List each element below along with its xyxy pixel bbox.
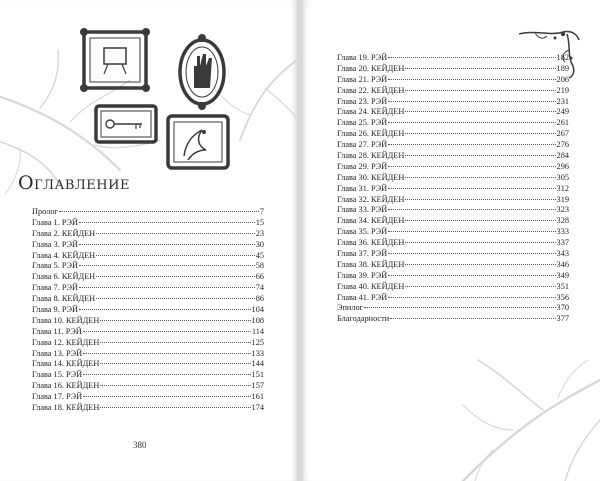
toc-entry-label: Глава 15. РЭЙ [32, 370, 83, 380]
toc-entry-page: 328 [556, 216, 569, 226]
toc-entry [32, 218, 264, 229]
toc-entry-label: Глава 6. КЕЙДЕН [32, 272, 96, 282]
toc-entry [337, 64, 569, 75]
toc-dot-leader [364, 307, 555, 308]
toc-entry-label: Глава 25. РЭЙ [337, 118, 388, 128]
toc-entry-label: Глава 1. РЭЙ [32, 217, 78, 227]
toc-entry-page: 58 [255, 261, 264, 271]
toc-entry-page: 323 [556, 205, 569, 215]
toc-entry-page: 219 [556, 85, 569, 95]
toc-entry-label: Глава 24. КЕЙДЕН [337, 107, 405, 117]
toc-entry-page: 15 [255, 217, 264, 227]
toc-entry [32, 392, 264, 403]
toc-dot-leader [405, 68, 555, 69]
toc-entry-label: Глава 23. РЭЙ [337, 96, 388, 106]
toc-entry-page: 157 [251, 381, 264, 391]
toc-entry-label: Эпилог [337, 303, 364, 313]
toc-entry-label: Глава 26. КЕЙДЕН [337, 129, 405, 139]
toc-dot-leader [405, 177, 555, 178]
decorative-frames [76, 26, 246, 171]
toc-entry [32, 349, 264, 360]
toc-dot-leader [96, 233, 255, 234]
toc-entry [337, 216, 569, 227]
toc-entry [32, 207, 264, 218]
toc-entry [337, 260, 569, 271]
toc-entry [32, 251, 264, 262]
toc-dot-leader [388, 101, 555, 102]
toc-entry-page: 356 [556, 292, 569, 302]
toc-entry-page: 349 [556, 270, 569, 280]
toc-dot-leader [390, 318, 555, 319]
toc-dot-leader [83, 396, 250, 397]
toc-entry-label: Глава 38. КЕЙДЕН [337, 259, 405, 269]
toc-entry-page: 108 [251, 315, 264, 325]
toc-dot-leader [100, 407, 250, 408]
toc-entry-label: Глава 41. РЭЙ [337, 292, 388, 302]
toc-entry [32, 403, 264, 414]
toc-entry-page: 125 [251, 337, 264, 347]
toc-entry-page: 351 [556, 281, 569, 291]
toc-dot-leader [388, 275, 555, 276]
toc-entry-label: Глава 2. КЕЙДЕН [32, 228, 96, 238]
toc-dot-leader [405, 111, 555, 112]
toc-dot-leader [405, 264, 555, 265]
toc-entry-label: Глава 8. КЕЙДЕН [32, 294, 96, 304]
toc-dot-leader [79, 309, 251, 310]
toc-dot-leader [405, 133, 555, 134]
toc-dot-leader [388, 122, 555, 123]
toc-entry [337, 271, 569, 282]
toc-entry-label: Глава 4. КЕЙДЕН [32, 250, 96, 260]
toc-entry-label: Глава 37. РЭЙ [337, 249, 388, 259]
toc-entry [32, 229, 264, 240]
toc-entry-page: 346 [556, 259, 569, 269]
toc-dot-leader [100, 385, 250, 386]
toc-dot-leader [388, 253, 555, 254]
toc-entry-page: 377 [556, 314, 569, 324]
toc-entry [337, 249, 569, 260]
toc-heading: Оглавление [18, 172, 130, 194]
toc-entry-label: Глава 3. РЭЙ [32, 239, 78, 249]
toc-list-left [32, 207, 264, 414]
left-page [0, 0, 297, 481]
toc-entry-label: Глава 5. РЭЙ [32, 261, 78, 271]
toc-entry-label: Глава 27. РЭЙ [337, 140, 388, 150]
toc-list-right [337, 53, 569, 325]
toc-dot-leader [388, 209, 555, 210]
toc-dot-leader [405, 155, 555, 156]
toc-dot-leader [83, 331, 251, 332]
toc-dot-leader [79, 222, 255, 223]
toc-dot-leader [59, 211, 259, 212]
toc-dot-leader [405, 286, 555, 287]
toc-entry-page: 231 [556, 96, 569, 106]
toc-dot-leader [388, 57, 555, 58]
toc-entry-label: Глава 30. КЕЙДЕН [337, 172, 405, 182]
toc-entry [337, 118, 569, 129]
toc-entry [337, 314, 569, 325]
toc-dot-leader [405, 199, 555, 200]
toc-entry-page: 45 [255, 250, 264, 260]
toc-entry-page: 182 [556, 53, 569, 62]
toc-entry-page: 174 [251, 403, 264, 413]
toc-entry-page: 267 [556, 129, 569, 139]
toc-entry [337, 238, 569, 249]
toc-entry [32, 316, 264, 327]
toc-entry-page: 144 [251, 359, 264, 369]
toc-entry [337, 140, 569, 151]
toc-entry [337, 303, 569, 314]
toc-entry-page: 151 [251, 370, 264, 380]
toc-entry [32, 359, 264, 370]
toc-entry [337, 75, 569, 86]
toc-dot-leader [388, 188, 555, 189]
toc-dot-leader [388, 79, 555, 80]
toc-entry-page: 66 [255, 272, 264, 282]
toc-dot-leader [96, 255, 255, 256]
toc-entry [337, 107, 569, 118]
toc-entry [337, 129, 569, 140]
toc-entry-page: 133 [251, 348, 264, 358]
toc-entry-label: Глава 34. КЕЙДЕН [337, 216, 405, 226]
toc-entry [32, 381, 264, 392]
toc-entry-page: 333 [556, 227, 569, 237]
toc-dot-leader [388, 144, 555, 145]
toc-dot-leader [405, 242, 555, 243]
toc-entry-page: 296 [556, 161, 569, 171]
toc-entry-label: Глава 19. РЭЙ [337, 53, 388, 62]
toc-entry-page: 161 [251, 392, 264, 402]
bird-figure-frame-icon [168, 116, 228, 168]
toc-dot-leader [405, 220, 555, 221]
toc-dot-leader [79, 265, 255, 266]
toc-entry-label: Глава 33. РЭЙ [337, 205, 388, 215]
toc-entry-page: 74 [255, 283, 264, 293]
toc-entry-label: Пролог [32, 207, 58, 216]
toc-dot-leader [83, 374, 250, 375]
toc-entry-page: 114 [251, 326, 264, 336]
toc-entry-page: 104 [251, 305, 264, 315]
toc-dot-leader [79, 287, 255, 288]
toc-entry-page: 23 [255, 228, 264, 238]
toc-entry-label: Глава 14. КЕЙДЕН [32, 359, 100, 369]
toc-entry [337, 184, 569, 195]
toc-entry-label: Глава 9. РЭЙ [32, 305, 78, 315]
toc-entry-page: 370 [556, 303, 569, 313]
key-frame-icon [96, 106, 156, 142]
toc-entry-label: Глава 10. КЕЙДЕН [32, 315, 100, 325]
page-number: 380 [133, 440, 147, 450]
right-page [303, 0, 600, 481]
toc-dot-leader [100, 320, 250, 321]
toc-entry-page: 284 [556, 151, 569, 161]
toc-entry [337, 151, 569, 162]
toc-entry-page: 305 [556, 172, 569, 182]
toc-entry-page: 86 [255, 294, 264, 304]
toc-entry [32, 240, 264, 251]
toc-entry-label: Глава 11. РЭЙ [32, 326, 82, 336]
toc-entry [337, 53, 569, 64]
toc-entry [337, 195, 569, 206]
toc-dot-leader [405, 90, 555, 91]
toc-entry [337, 227, 569, 238]
toc-entry-label: Глава 31. РЭЙ [337, 183, 388, 193]
toc-entry [337, 173, 569, 184]
toc-entry-label: Глава 29. РЭЙ [337, 161, 388, 171]
toc-entry-label: Глава 17. РЭЙ [32, 392, 83, 402]
toc-entry-page: 312 [556, 183, 569, 193]
toc-entry-page: 276 [556, 140, 569, 150]
toc-entry-label: Глава 39. РЭЙ [337, 270, 388, 280]
toc-entry [32, 272, 264, 283]
toc-entry [32, 338, 264, 349]
toc-entry [337, 162, 569, 173]
toc-dot-leader [96, 276, 255, 277]
toc-dot-leader [100, 342, 250, 343]
picture-frame-easel-icon [80, 28, 150, 92]
toc-entry [337, 205, 569, 216]
toc-entry-page: 337 [556, 238, 569, 248]
toc-entry-label: Глава 18. КЕЙДЕН [32, 403, 100, 413]
toc-entry-label: Глава 36. КЕЙДЕН [337, 238, 405, 248]
toc-entry-label: Глава 21. РЭЙ [337, 74, 388, 84]
toc-entry-label: Глава 40. КЕЙДЕН [337, 281, 405, 291]
toc-dot-leader [388, 297, 555, 298]
toc-entry-page: 30 [255, 239, 264, 249]
toc-entry-label: Глава 7. РЭЙ [32, 283, 78, 293]
toc-entry-label: Глава 12. КЕЙДЕН [32, 337, 100, 347]
toc-dot-leader [100, 363, 250, 364]
toc-dot-leader [83, 353, 250, 354]
toc-entry [32, 327, 264, 338]
toc-entry [32, 294, 264, 305]
toc-entry-page: 343 [556, 249, 569, 259]
toc-entry-page: 7 [259, 207, 264, 216]
toc-entry-label: Глава 22. КЕЙДЕН [337, 85, 405, 95]
toc-entry [337, 97, 569, 108]
toc-entry [32, 283, 264, 294]
toc-entry-page: 206 [556, 74, 569, 84]
toc-dot-leader [388, 166, 555, 167]
toc-entry-label: Глава 35. РЭЙ [337, 227, 388, 237]
toc-entry [32, 305, 264, 316]
toc-entry-page: 189 [556, 63, 569, 73]
toc-entry-label: Глава 20. КЕЙДЕН [337, 63, 405, 73]
toc-entry-label: Глава 32. КЕЙДЕН [337, 194, 405, 204]
toc-entry-page: 261 [556, 118, 569, 128]
toc-entry [32, 261, 264, 272]
toc-entry-label: Благодарности [337, 314, 390, 324]
toc-entry [337, 86, 569, 97]
toc-entry [32, 370, 264, 381]
toc-entry-page: 249 [556, 107, 569, 117]
toc-dot-leader [79, 244, 255, 245]
toc-entry-label: Глава 16. КЕЙДЕН [32, 381, 100, 391]
toc-entry [337, 282, 569, 293]
toc-dot-leader [96, 298, 255, 299]
oval-mirror-hand-icon [180, 34, 224, 110]
toc-entry [337, 293, 569, 304]
toc-dot-leader [388, 231, 555, 232]
toc-entry-label: Глава 28. КЕЙДЕН [337, 151, 405, 161]
toc-entry-page: 319 [556, 194, 569, 204]
toc-entry-label: Глава 13. РЭЙ [32, 348, 83, 358]
